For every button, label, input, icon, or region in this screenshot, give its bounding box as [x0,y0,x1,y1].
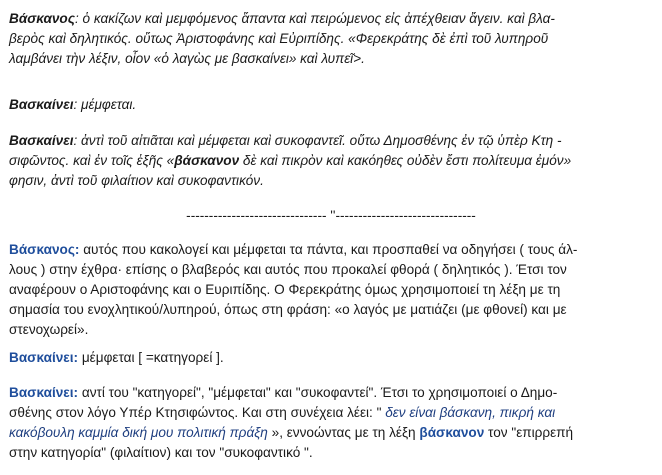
entry-text: λαμβάνει τὴν λέξιν, οἷον «ὁ λαγὼς με βασκαίνει» καὶ λυπεῖ>. [9,51,365,66]
ancient-entry-baskainei-1 [9,95,659,115]
entry-text: αυτός που κακολογεί και μέμφεται τα πάντα, και προσπαθεί να οδηγήσει ( τους άλ- [79,242,578,257]
entry-text: λους ) στην έχθρα· επίσης ο βλαβερός και αυτός που προκαλεί φθορά ( δηλητικός ). Έτσι τον [9,262,567,277]
entry-text: αντί του "κατηγορεί", "μέμφεται" και "συκοφαντεί". Έτσι το χρησιμοποιεί ο Δημο- [78,385,558,400]
entry-text: φησιν, ἀντὶ τοῦ φιλαίτιον καὶ συκοφαντικόν. [9,173,264,188]
entry-text: », εννοώντας με τη λέξη [267,425,420,440]
separator: ------------------------------- ''------------------------------- [186,208,476,223]
entry-text: σημασία του ενοχλητικού/λυπηρού, όπως στη φράση: «ο λαγός με ματιάζει (με φθονεί) και με [9,302,567,317]
headword: Βασκαίνει: [9,385,79,400]
entry-text: στην κατηγορία" (φιλαίτιον) και τον "συκοφαντικό ". [9,445,313,460]
headword: Βασκαίνει [9,133,74,148]
entry-text: : ἀντὶ τοῦ αἰτιᾶται καὶ μέμφεται καὶ συκοφαντεῖ. οὕτω Δημοσθένης ἐν τῷ ὑπὲρ Κτη - [73,133,562,148]
ancient-entry-baskanos [9,9,659,69]
headword: Βασκαίνει: [9,350,79,365]
quoted-word: βάσκανον [419,425,485,440]
headword: Βάσκανος: [9,242,80,257]
entry-text: βερὸς καὶ δηλητικός. οὕτως Ἀριστοφάνης καὶ Εὐριπίδης. «Φερεκράτης δὲ ἐπὶ τοῦ λυπηροῦ [9,31,549,46]
ancient-entry-baskainei-2 [9,131,659,191]
headword: Βασκαίνει [9,97,74,112]
quoted-word: βάσκανον [174,153,240,168]
entry-text: αναφέρουν ο Αριστοφάνης και ο Ευριπίδης. Ο Φερεκράτης όμως χρησιμοποιεί τη λέξη με τη [9,282,561,297]
entry-text: : ὁ κακίζων καὶ μεμφόμενος ἅπαντα καὶ πειρώμενος εἰς ἀπέχθειαν ἄγειν. καὶ βλα- [74,11,555,26]
modern-entry-baskainei-2 [9,383,659,463]
headword: Βάσκανος [9,11,75,26]
entry-text: σιφῶντος. καὶ ἐν τοῖς ἑξῆς « [9,153,175,168]
entry-text: σθένης στον λόγο Υπέρ Κτησιφώντος. Και στη συνέχεια λέει: " [9,405,386,420]
entry-text: μέμφεται [ =κατηγορεί ]. [78,350,224,365]
entry-text: τον "επιρρεπή [484,425,574,440]
entry-text: στενοχωρεί». [9,322,89,337]
modern-entry-baskanos [9,240,659,340]
entry-text: δὲ καὶ πικρὸν καὶ κακόηθες οὐδὲν ἔστι πολίτευμα ἐμόν» [239,153,572,168]
quote-translation: κακόβουλη καμμία δική μου πολιτική πράξη [9,425,268,440]
entry-text: : μέμφεται. [73,97,137,112]
modern-entry-baskainei-1 [9,348,659,368]
quote-translation: δεν είναι βάσκανη, πικρή και [385,405,556,420]
